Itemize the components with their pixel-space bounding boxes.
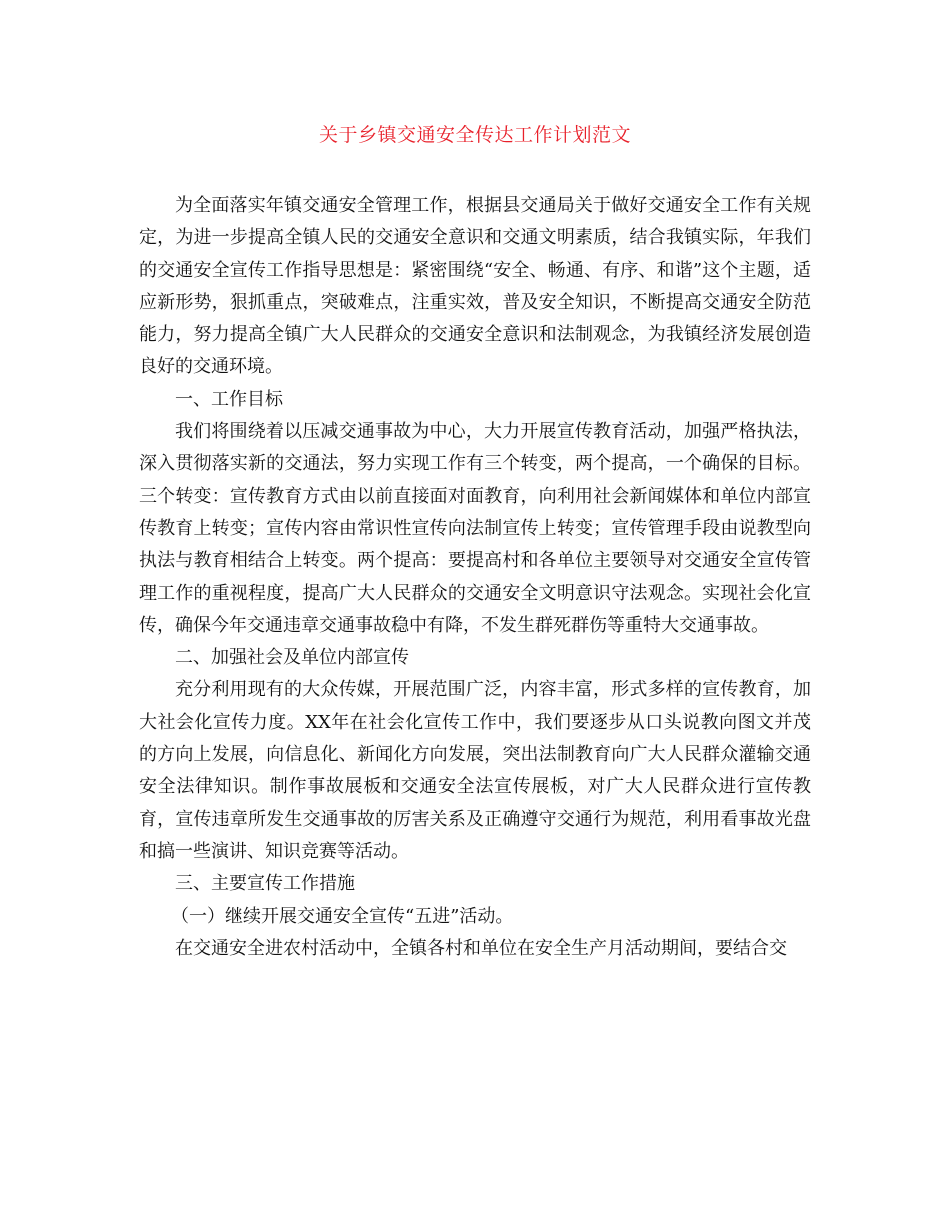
section-heading-publicity: 二、加强社会及单位内部宣传 [175,647,409,669]
paragraph-goals: 我们将围绕着以压减交通事故为中心，大力开展宣传教育活动，加强严格执法，深入贯彻落实新的交通法，努力实现工作有三个转变，两个提高，一个确保的目标。三个转变：宣传教育方式由以前直接面对面教育，向利用社会新闻媒体和单位内部宣传教育上转变；宣传内容由常识性宣传向法制宣传上转变；宣传管理手段由说教型向执法与教育相结合上转变。两个提高：要提高村和各单位主要领导对交通安全宣传管理工作的重视程度，提高广大人民群众的交通安全文明意识守法观念。实现社会化宣传，确保今年交通违章交通事故稳中有降，不发生群死群伤等重特大交通事故。 [139,421,811,636]
document-title: 关于乡镇交通安全传达工作计划范文 [318,124,631,146]
paragraph-rural: 在交通安全进农村活动中，全镇各村和单位在安全生产月活动期间，要结合交 [175,937,787,959]
paragraph-publicity: 充分利用现有的大众传媒，开展范围广泛，内容丰富，形式多样的宣传教育，加大社会化宣传力度。XX年在社会化宣传工作中，我们要逐步从口头说教向图文并茂的方向上发展，向信息化、新闻化方向发展，突出法制教育向广大人民群众灌输交通安全法律知识。制作事故展板和交通安全法宣传展板，对广大人民群众进行宣传教育，宣传违章所发生交通事故的厉害关系及正确遵守交通行为规范，利用看事故光盘和搞一些演讲、知识竞赛等活动。 [139,679,811,862]
subsection-heading-five-entries: （一）继续开展交通安全宣传“五进”活动。 [171,905,514,927]
document-body [139,190,811,965]
paragraph-intro: 为全面落实年镇交通安全管理工作，根据县交通局关于做好交通安全工作有关规定，为进一步提高全镇人民的交通安全意识和交通文明素质，结合我镇实际，年我们的交通安全宣传工作指导思想是：紧密围绕“安全、畅通、有序、和谐”这个主题，适应新形势，狠抓重点，突破难点，注重实效，普及安全知识，不断提高交通安全防范能力，努力提高全镇广大人民群众的交通安全意识和法制观念，为我镇经济发展创造良好的交通环境。 [139,195,811,378]
section-heading-goals: 一、工作目标 [175,388,283,410]
section-heading-measures: 三、主要宣传工作措施 [175,873,355,895]
